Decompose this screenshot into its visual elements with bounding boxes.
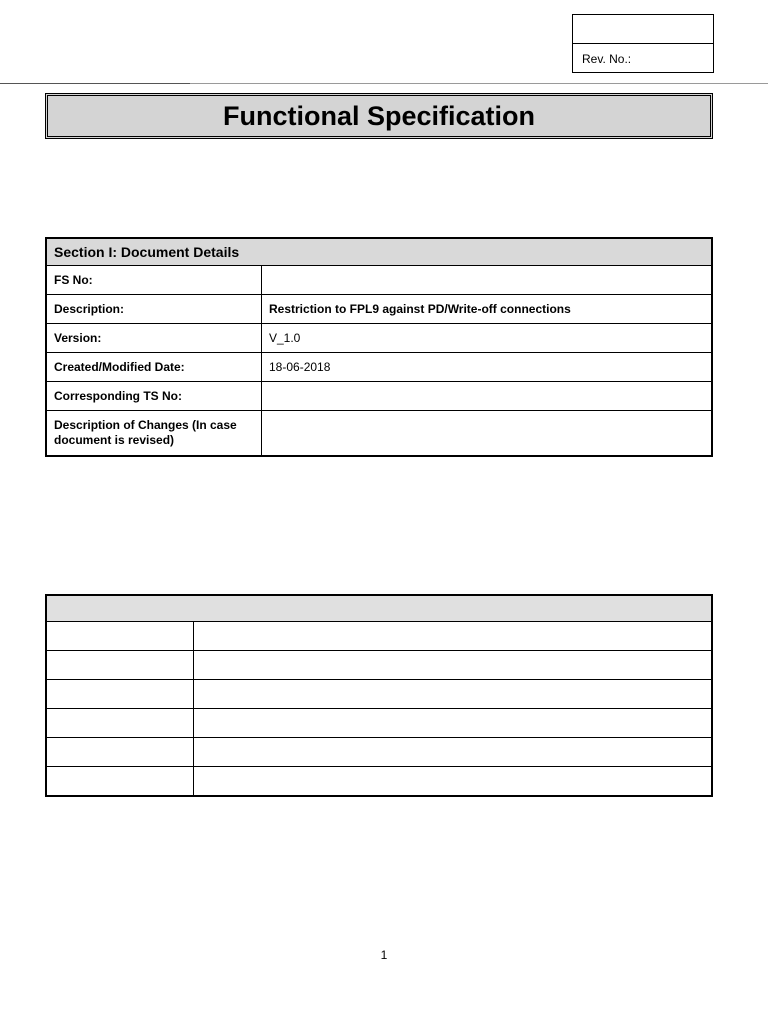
table-cell [194, 680, 713, 709]
fs-no-value [262, 266, 713, 295]
date-label: Created/Modified Date: [46, 353, 262, 382]
description-value: Restriction to FPL9 against PD/Write-off connections [262, 295, 713, 324]
table-cell [46, 680, 194, 709]
table-cell [46, 622, 194, 651]
section-heading: Section I: Document Details [46, 238, 712, 266]
table-row [46, 680, 712, 709]
date-value: 18-06-2018 [262, 353, 713, 382]
table-row [46, 622, 712, 651]
table-cell [194, 738, 713, 767]
revision-box-top-cell [573, 15, 713, 44]
table-row [46, 382, 712, 411]
table-header-row [46, 238, 712, 266]
ts-no-label: Corresponding TS No: [46, 382, 262, 411]
table-cell [194, 767, 713, 797]
page-title: Functional Specification [222, 101, 536, 131]
table-row [46, 709, 712, 738]
changes-value [262, 411, 713, 457]
description-label: Description: [46, 295, 262, 324]
table-header-row [46, 595, 712, 622]
fs-no-label: FS No: [46, 266, 262, 295]
version-value: V_1.0 [262, 324, 713, 353]
table-row [46, 353, 712, 382]
table-cell [194, 709, 713, 738]
table-cell [194, 651, 713, 680]
table-row [46, 651, 712, 680]
table-cell [46, 767, 194, 797]
changes-label: Description of Changes (In case document is revised) [46, 411, 262, 457]
blank-table [45, 594, 713, 797]
title-banner [45, 93, 713, 139]
table-row [46, 767, 712, 797]
table-cell [46, 709, 194, 738]
table-row [46, 411, 712, 457]
revision-number-label: Rev. No.: [582, 52, 632, 66]
document-details-table [45, 237, 713, 457]
table-row [46, 295, 712, 324]
blank-table-heading [46, 595, 712, 622]
version-label: Version: [46, 324, 262, 353]
table-row [46, 324, 712, 353]
table-row [46, 266, 712, 295]
ts-no-value [262, 382, 713, 411]
table-row [46, 738, 712, 767]
page-number: 1 [380, 948, 388, 962]
revision-box [572, 14, 714, 73]
table-cell [46, 738, 194, 767]
header-divider-accent [0, 83, 190, 84]
table-cell [46, 651, 194, 680]
table-cell [194, 622, 713, 651]
